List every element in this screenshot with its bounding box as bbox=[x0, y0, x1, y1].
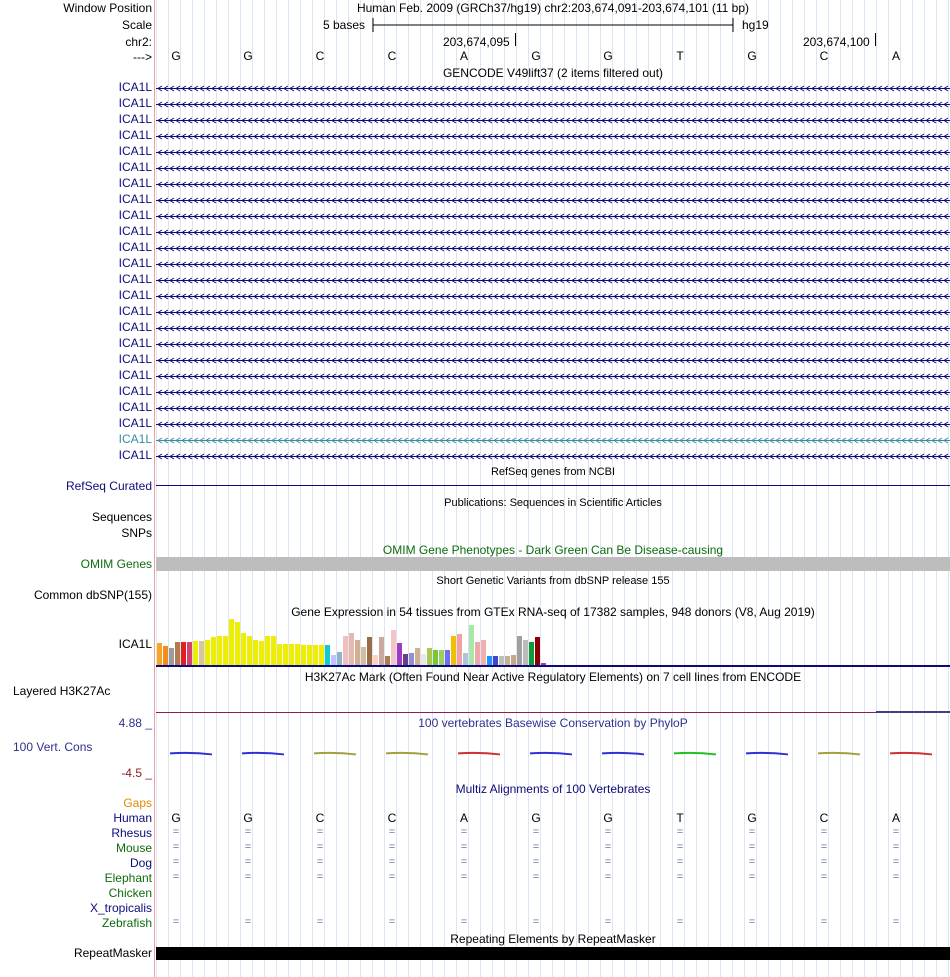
gtex-tissue-bar bbox=[163, 646, 168, 665]
gtex-tissue-bar bbox=[367, 637, 372, 665]
conservation-score-mark bbox=[602, 753, 644, 755]
alignment-match-symbol: = bbox=[388, 841, 396, 853]
gtex-tissue-bar bbox=[397, 643, 402, 665]
refseq-track-label[interactable]: RefSeq Curated bbox=[65, 479, 152, 493]
gtex-tissue-bar bbox=[277, 644, 282, 665]
gencode-transcript-label[interactable]: ICA1L bbox=[118, 448, 152, 462]
gtex-tissue-bar bbox=[481, 640, 486, 665]
alignment-match-symbol: = bbox=[460, 856, 468, 868]
human-alignment-base: G bbox=[603, 811, 613, 825]
gtex-tissue-bar bbox=[505, 656, 510, 665]
gtex-tissue-bar bbox=[373, 655, 378, 665]
gencode-transcript-label[interactable]: ICA1L bbox=[118, 272, 152, 286]
conservation-score-mark bbox=[818, 753, 860, 755]
gencode-transcript-label[interactable]: ICA1L bbox=[118, 192, 152, 206]
gtex-tissue-bar bbox=[391, 630, 396, 665]
gtex-tissue-bar bbox=[253, 640, 258, 665]
gencode-transcript-label[interactable]: ICA1L bbox=[118, 256, 152, 270]
conservation-min-label: -4.5 _ bbox=[121, 766, 152, 780]
alignment-match-symbol: = bbox=[604, 871, 612, 883]
h3k27ac-baseline bbox=[156, 712, 950, 713]
gencode-transcript-label[interactable]: ICA1L bbox=[118, 432, 152, 446]
alignment-match-symbol: = bbox=[244, 841, 252, 853]
gaps-label: Gaps bbox=[123, 796, 152, 810]
alignment-match-symbol: = bbox=[748, 826, 756, 838]
alignment-match-symbol: = bbox=[820, 871, 828, 883]
gencode-transcript-label[interactable]: ICA1L bbox=[118, 288, 152, 302]
chrom-label: chr2: bbox=[125, 35, 152, 49]
gtex-tissue-bar bbox=[187, 642, 192, 665]
window-position-label: Window Position bbox=[63, 1, 152, 15]
gtex-tissue-bar bbox=[307, 645, 312, 665]
reference-base: C bbox=[387, 49, 397, 63]
reference-base: G bbox=[531, 49, 541, 63]
gtex-tissue-bar bbox=[427, 648, 432, 665]
alignment-match-symbol: = bbox=[388, 856, 396, 868]
gtex-tissue-bar bbox=[283, 644, 288, 665]
gtex-tissue-bar bbox=[535, 637, 540, 665]
gtex-tissue-bar bbox=[157, 643, 162, 665]
scale-bar bbox=[156, 16, 950, 34]
gtex-tissue-bar bbox=[271, 636, 276, 665]
gtex-tissue-bar bbox=[265, 636, 270, 665]
assembly-position-text: Human Feb. 2009 (GRCh37/hg19) chr2:203,674,091-203,674,101 (11 bp) bbox=[356, 1, 750, 15]
gtex-tissue-bar bbox=[337, 652, 342, 665]
gencode-transcript-label[interactable]: ICA1L bbox=[118, 96, 152, 110]
gtex-tissue-bar bbox=[301, 645, 306, 665]
gencode-transcript-label[interactable]: ICA1L bbox=[118, 176, 152, 190]
reference-base: G bbox=[243, 49, 253, 63]
gencode-transcript-label[interactable]: ICA1L bbox=[118, 240, 152, 254]
alignment-match-symbol: = bbox=[172, 841, 180, 853]
conservation-score-mark bbox=[530, 753, 572, 755]
alignment-match-symbol: = bbox=[676, 826, 684, 838]
gtex-tissue-bar bbox=[469, 625, 474, 665]
publications-track-title[interactable]: Publications: Sequences in Scientific Articles bbox=[444, 497, 662, 509]
gtex-tissue-bar bbox=[475, 642, 480, 665]
publications-sequences-label[interactable]: Sequences bbox=[91, 510, 152, 524]
gtex-tissue-bar bbox=[235, 622, 240, 665]
species-label[interactable]: Dog bbox=[129, 856, 152, 870]
human-alignment-base: G bbox=[531, 811, 541, 825]
publications-snps-label[interactable]: SNPs bbox=[121, 526, 152, 540]
h3k27ac-signal bbox=[876, 711, 950, 713]
alignment-match-symbol: = bbox=[748, 856, 756, 868]
alignment-match-symbol: = bbox=[460, 871, 468, 883]
human-alignment-base: C bbox=[387, 811, 397, 825]
alignment-match-symbol: = bbox=[244, 916, 252, 928]
gtex-tissue-bar bbox=[241, 633, 246, 665]
human-alignment-base: G bbox=[171, 811, 181, 825]
gencode-transcript-label[interactable]: ICA1L bbox=[118, 320, 152, 334]
label-divider bbox=[154, 0, 155, 977]
alignment-match-symbol: = bbox=[460, 916, 468, 928]
alignment-match-symbol: = bbox=[748, 871, 756, 883]
gtex-tissue-bar bbox=[439, 650, 444, 665]
position-tick-1: 203,674,095 bbox=[443, 35, 510, 49]
gtex-tissue-bar bbox=[493, 656, 498, 665]
h3k27ac-track-label[interactable]: Layered H3K27Ac bbox=[13, 684, 111, 698]
gencode-track-title[interactable]: GENCODE V49lift37 (2 items filtered out) bbox=[442, 66, 664, 80]
conservation-score-mark bbox=[674, 753, 716, 755]
alignment-match-symbol: = bbox=[748, 841, 756, 853]
species-label[interactable]: Zebrafish bbox=[101, 916, 152, 930]
conservation-score-mark bbox=[242, 753, 284, 755]
gtex-tissue-bar bbox=[211, 637, 216, 665]
conservation-score-mark bbox=[386, 753, 428, 755]
alignment-match-symbol: = bbox=[244, 826, 252, 838]
scale-label: Scale bbox=[121, 18, 152, 32]
reference-base: G bbox=[171, 49, 181, 63]
gtex-tissue-bar bbox=[451, 636, 456, 665]
gtex-tissue-bar bbox=[421, 654, 426, 665]
gencode-transcript-label[interactable]: ICA1L bbox=[118, 336, 152, 350]
gencode-transcript-label[interactable]: ICA1L bbox=[118, 144, 152, 158]
gtex-tissue-bar bbox=[325, 645, 330, 665]
gencode-transcript-label[interactable]: ICA1L bbox=[118, 80, 152, 94]
gtex-tissue-bar bbox=[175, 642, 180, 665]
human-alignment-base: C bbox=[819, 811, 829, 825]
gencode-transcript-label[interactable]: ICA1L bbox=[118, 128, 152, 142]
gencode-transcript-label[interactable]: ICA1L bbox=[118, 352, 152, 366]
human-alignment-base: A bbox=[891, 811, 900, 825]
gtex-tissue-bar bbox=[181, 642, 186, 665]
gtex-tissue-bar bbox=[169, 648, 174, 665]
conservation-plot[interactable] bbox=[156, 730, 950, 776]
genome-browser-image[interactable] bbox=[156, 0, 950, 977]
refseq-gene-line[interactable] bbox=[156, 485, 950, 486]
alignment-match-symbol: = bbox=[388, 871, 396, 883]
human-alignment-base: A bbox=[459, 811, 468, 825]
position-tick-2: 203,674,100 bbox=[803, 35, 870, 49]
multiz-track-title[interactable]: Multiz Alignments of 100 Vertebrates bbox=[455, 782, 651, 796]
conservation-score-mark bbox=[890, 753, 932, 755]
h3k27ac-track-title[interactable]: H3K27Ac Mark (Often Found Near Active Regulatory Elements) on 7 cell lines from ENCODE bbox=[304, 670, 802, 684]
gtex-tissue-bar bbox=[229, 619, 234, 665]
alignment-match-symbol: = bbox=[172, 826, 180, 838]
alignment-match-symbol: = bbox=[820, 916, 828, 928]
alignment-match-symbol: = bbox=[172, 916, 180, 928]
gtex-tissue-bar bbox=[385, 656, 390, 665]
conservation-track-label[interactable]: 100 Vert. Cons bbox=[13, 740, 93, 754]
gtex-tissue-bar bbox=[223, 636, 228, 665]
conservation-score-mark bbox=[458, 753, 500, 755]
alignment-match-symbol: = bbox=[532, 841, 540, 853]
gencode-transcript-label[interactable]: ICA1L bbox=[118, 160, 152, 174]
alignment-match-symbol: = bbox=[532, 826, 540, 838]
alignment-match-symbol: = bbox=[820, 841, 828, 853]
gtex-tissue-bar bbox=[199, 641, 204, 665]
gtex-tissue-bar bbox=[247, 636, 252, 665]
gtex-tissue-bar bbox=[403, 654, 408, 665]
gencode-transcript-label[interactable]: ICA1L bbox=[118, 368, 152, 382]
gtex-tissue-bar bbox=[319, 645, 324, 665]
reference-base: T bbox=[676, 49, 684, 63]
alignment-match-symbol: = bbox=[676, 841, 684, 853]
reference-base: C bbox=[315, 49, 325, 63]
gencode-transcript-label[interactable]: ICA1L bbox=[118, 208, 152, 222]
dbsnp-track-label[interactable]: Common dbSNP(155) bbox=[33, 588, 152, 602]
alignment-match-symbol: = bbox=[316, 856, 324, 868]
alignment-match-symbol: = bbox=[244, 871, 252, 883]
alignment-match-symbol: = bbox=[604, 826, 612, 838]
alignment-match-symbol: = bbox=[892, 826, 900, 838]
reference-bases-row bbox=[156, 49, 950, 63]
gtex-expression-bars[interactable] bbox=[156, 618, 950, 666]
species-label[interactable]: Elephant bbox=[104, 871, 152, 885]
omim-gene-bar[interactable] bbox=[156, 557, 950, 571]
reference-base: A bbox=[459, 49, 468, 63]
dbsnp-track-title[interactable]: Short Genetic Variants from dbSNP release 155 bbox=[436, 575, 670, 587]
alignment-match-symbol: = bbox=[892, 856, 900, 868]
alignment-match-symbol: = bbox=[172, 871, 180, 883]
gtex-tissue-bar bbox=[457, 634, 462, 665]
gtex-tissue-bar bbox=[487, 656, 492, 665]
gtex-gene-label[interactable]: ICA1L bbox=[118, 637, 152, 651]
alignment-match-symbol: = bbox=[244, 856, 252, 868]
alignment-match-symbol: = bbox=[892, 871, 900, 883]
conservation-score-mark bbox=[746, 753, 788, 755]
gencode-transcript-label[interactable]: ICA1L bbox=[118, 384, 152, 398]
species-label[interactable]: Chicken bbox=[108, 886, 152, 900]
alignment-match-symbol: = bbox=[604, 916, 612, 928]
alignment-match-symbol: = bbox=[892, 916, 900, 928]
human-alignment-base: G bbox=[243, 811, 253, 825]
track-labels-column bbox=[0, 0, 152, 977]
species-label[interactable]: X_tropicalis bbox=[89, 901, 152, 915]
gtex-gene-line bbox=[156, 665, 950, 667]
alignment-match-symbol: = bbox=[676, 916, 684, 928]
gencode-transcript-label[interactable]: ICA1L bbox=[118, 112, 152, 126]
conservation-score-mark bbox=[170, 753, 212, 755]
alignment-match-symbol: = bbox=[316, 826, 324, 838]
alignment-match-symbol: = bbox=[532, 871, 540, 883]
reference-base: G bbox=[603, 49, 613, 63]
alignment-match-symbol: = bbox=[676, 871, 684, 883]
refseq-track-title[interactable]: RefSeq genes from NCBI bbox=[490, 466, 616, 478]
gencode-transcript-label[interactable]: ICA1L bbox=[118, 224, 152, 238]
position-tick-2-mark bbox=[875, 33, 876, 46]
alignment-match-symbol: = bbox=[604, 856, 612, 868]
gtex-tissue-bar bbox=[217, 636, 222, 665]
position-tick-1-mark bbox=[515, 33, 516, 46]
gtex-tissue-bar bbox=[379, 637, 384, 665]
alignment-match-symbol: = bbox=[460, 826, 468, 838]
conservation-max-label: 4.88 _ bbox=[118, 716, 152, 730]
alignment-match-symbol: = bbox=[748, 916, 756, 928]
alignment-match-symbol: = bbox=[316, 841, 324, 853]
alignment-match-symbol: = bbox=[460, 841, 468, 853]
conservation-track-title[interactable]: 100 vertebrates Basewise Conservation by PhyloP bbox=[418, 716, 688, 730]
alignment-match-symbol: = bbox=[388, 916, 396, 928]
gtex-tissue-bar bbox=[445, 650, 450, 665]
human-alignment-base: C bbox=[315, 811, 325, 825]
species-label[interactable]: Human bbox=[113, 811, 152, 825]
gtex-tissue-bar bbox=[361, 647, 366, 665]
gtex-tissue-bar bbox=[433, 650, 438, 665]
alignment-match-symbol: = bbox=[172, 856, 180, 868]
alignment-match-symbol: = bbox=[388, 826, 396, 838]
gtex-tissue-bar bbox=[331, 655, 336, 665]
gencode-transcript-label[interactable]: ICA1L bbox=[118, 416, 152, 430]
gtex-tissue-bar bbox=[415, 648, 420, 665]
gtex-tissue-bar bbox=[463, 653, 468, 665]
gencode-transcripts[interactable] bbox=[156, 80, 950, 464]
human-alignment-base: G bbox=[747, 811, 757, 825]
gtex-tissue-bar bbox=[511, 655, 516, 665]
gtex-tissue-bar bbox=[349, 633, 354, 665]
gtex-tissue-bar bbox=[205, 640, 210, 665]
reference-base: A bbox=[891, 49, 900, 63]
gtex-tissue-bar bbox=[343, 636, 348, 665]
gtex-track-title[interactable]: Gene Expression in 54 tissues from GTEx RNA-seq of 17382 samples, 948 donors (V8, Aug 2019) bbox=[291, 605, 815, 619]
repeatmasker-track-title[interactable]: Repeating Elements by RepeatMasker bbox=[450, 932, 656, 946]
gtex-tissue-bar bbox=[259, 641, 264, 665]
gencode-transcript-label[interactable]: ICA1L bbox=[118, 304, 152, 318]
strand-label: ---> bbox=[133, 50, 152, 64]
alignment-match-symbol: = bbox=[532, 916, 540, 928]
reference-base: G bbox=[747, 49, 757, 63]
conservation-score-mark bbox=[314, 753, 356, 755]
species-label[interactable]: Mouse bbox=[115, 841, 152, 855]
gencode-transcript-label[interactable]: ICA1L bbox=[118, 400, 152, 414]
reference-base: C bbox=[819, 49, 829, 63]
omim-track-title[interactable]: OMIM Gene Phenotypes - Dark Green Can Be Disease-causing bbox=[382, 543, 724, 557]
alignment-match-symbol: = bbox=[892, 841, 900, 853]
gtex-tissue-bar bbox=[295, 644, 300, 665]
gtex-tissue-bar bbox=[193, 641, 198, 665]
human-alignment-base: T bbox=[676, 811, 684, 825]
gtex-tissue-bar bbox=[409, 653, 414, 665]
alignment-match-symbol: = bbox=[316, 916, 324, 928]
repeatmasker-bar[interactable] bbox=[156, 947, 950, 960]
gtex-tissue-bar bbox=[313, 645, 318, 665]
alignment-match-symbol: = bbox=[820, 856, 828, 868]
db-label: hg19 bbox=[742, 18, 769, 32]
scale-text: 5 bases bbox=[323, 18, 366, 32]
alignment-match-symbol: = bbox=[604, 841, 612, 853]
gtex-tissue-bar bbox=[529, 642, 534, 665]
species-label[interactable]: Rhesus bbox=[111, 826, 152, 840]
gtex-tissue-bar bbox=[355, 640, 360, 665]
gtex-tissue-bar bbox=[523, 640, 528, 665]
alignment-match-symbol: = bbox=[316, 871, 324, 883]
gtex-tissue-bar bbox=[499, 656, 504, 665]
alignment-match-symbol: = bbox=[532, 856, 540, 868]
repeatmasker-track-label[interactable]: RepeatMasker bbox=[73, 946, 152, 960]
omim-track-label[interactable]: OMIM Genes bbox=[80, 557, 152, 571]
alignment-match-symbol: = bbox=[820, 826, 828, 838]
alignment-match-symbol: = bbox=[676, 856, 684, 868]
gtex-tissue-bar bbox=[289, 644, 294, 665]
gtex-tissue-bar bbox=[517, 636, 522, 665]
